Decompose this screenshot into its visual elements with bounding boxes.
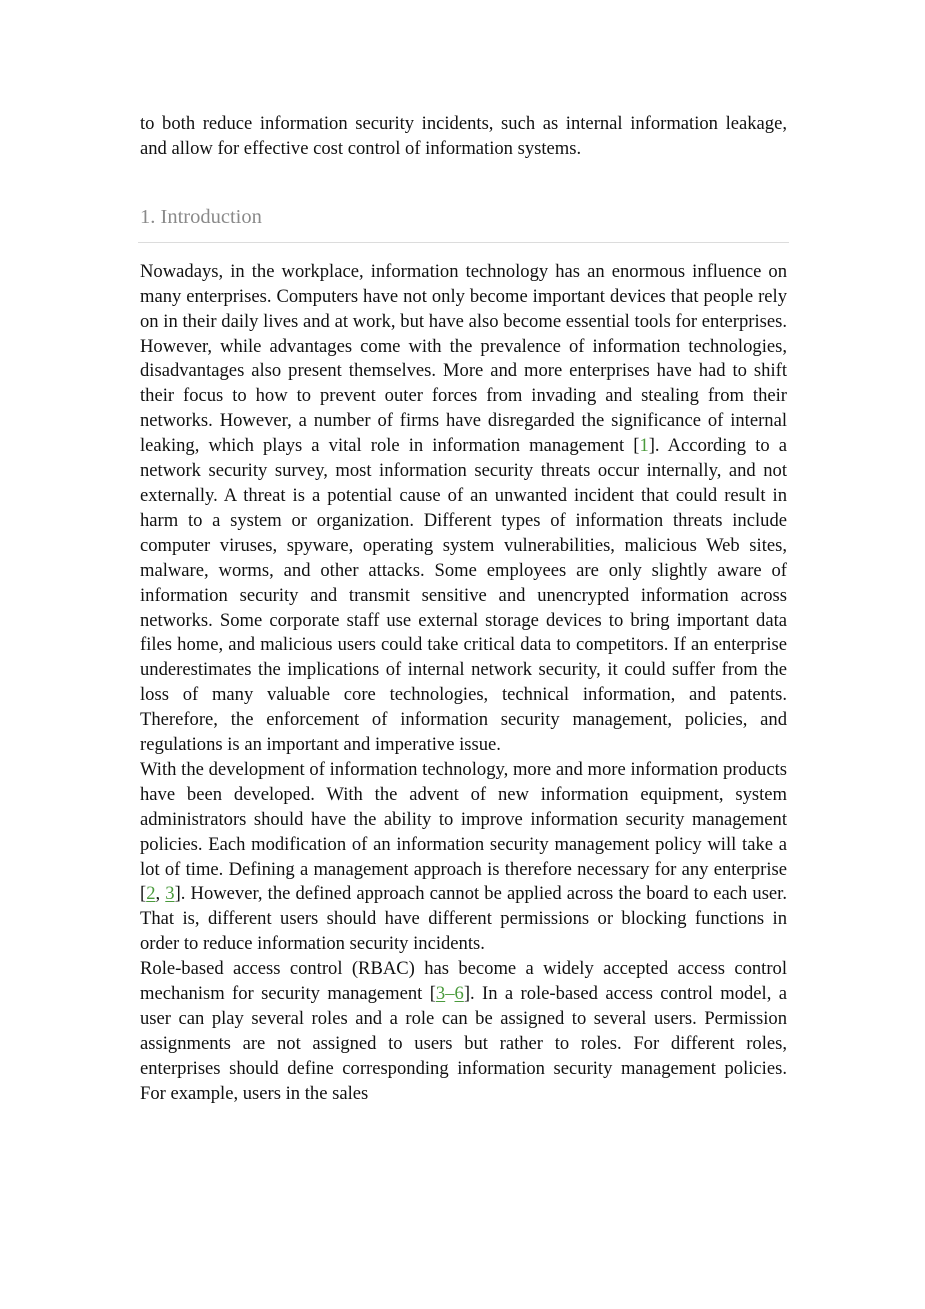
intro-p2-text-a: With the development of information technology, more and more information products have been developed. With the advent of new information equipment, system administrators should have the ability to improve information security management policies. Each modification of an information security management policy will take a lot of time. Defining a management approach is therefore necessary for any enterprise [ <box>140 758 787 905</box>
intro-paragraph-3 <box>140 957 787 1106</box>
intro-paragraph-2 <box>140 758 787 957</box>
section-heading-introduction: 1. Introduction <box>140 205 262 228</box>
citation-separator: , <box>155 883 166 905</box>
article-page <box>140 112 787 1107</box>
citation-link-6[interactable]: 6 <box>454 983 464 1005</box>
intro-p2-text-b: ]. However, the defined approach cannot be applied across the board to each user. That is, different users should have different permissions or blocking functions in order to reduce information security incidents. <box>140 883 788 955</box>
intro-p1-text-b: ]. According to a network security survey, most information security threats occur internally, and not externally. A threat is a potential cause of an unwanted incident that could result in harm to a system or organization. Different types of information threats include computer viruses, spyware, operating system vulnerabilities, malicious Web sites, malware, worms, and other attacks. Some employees are only slightly aware of information security and transmit sensitive and unencrypted information across networks. Some corporate staff use external storage devices to bring important data files home, and malicious users could take critical data to competitors. If an enterprise underestimates the implications of internal network security, it could suffer from the loss of many valuable core technologies, technical information, and patents. Therefore, the enforcement of information security management, policies, and regulations is an important and imperative issue. <box>140 435 787 756</box>
abstract-tail-paragraph: to both reduce information security incidents, such as internal information leakage, and allow for effective cost control of information systems. <box>140 113 787 159</box>
intro-p3-text-b: ]. In a role-based access control model, a user can play several roles and a role can be assigned to several users. Permission assignments are not assigned to users but rather to roles. For different roles, enterprises should define corresponding information security management policies. For example, users in the sales <box>140 983 787 1104</box>
citation-link-3-range-start[interactable]: 3 <box>435 983 446 1005</box>
citation-link-3[interactable]: 3 <box>165 883 175 905</box>
section-divider <box>138 242 789 243</box>
citation-link-2[interactable]: 2 <box>146 883 156 905</box>
intro-paragraph-1 <box>140 260 787 758</box>
citation-link-1[interactable]: 1 <box>639 435 649 457</box>
intro-p3-text-a: Role-based access control (RBAC) has become a widely accepted access control mechanism for security management [ <box>140 958 787 1005</box>
intro-p1-text-a: Nowadays, in the workplace, information technology has an enormous influence on many enterprises. Computers have not only become important devices that people rely on in their daily lives and at work, but have also become essential tools for enterprises. However, while advantages come with the prevalence of information technologies, disadvantages also present themselves. More and more enterprises have had to shift their focus to how to prevent outer forces from invading and stealing from their networks. However, a number of firms have disregarded the significance of internal leaking, which plays a vital role in information management [ <box>140 260 787 457</box>
citation-range-dash: – <box>445 983 455 1005</box>
